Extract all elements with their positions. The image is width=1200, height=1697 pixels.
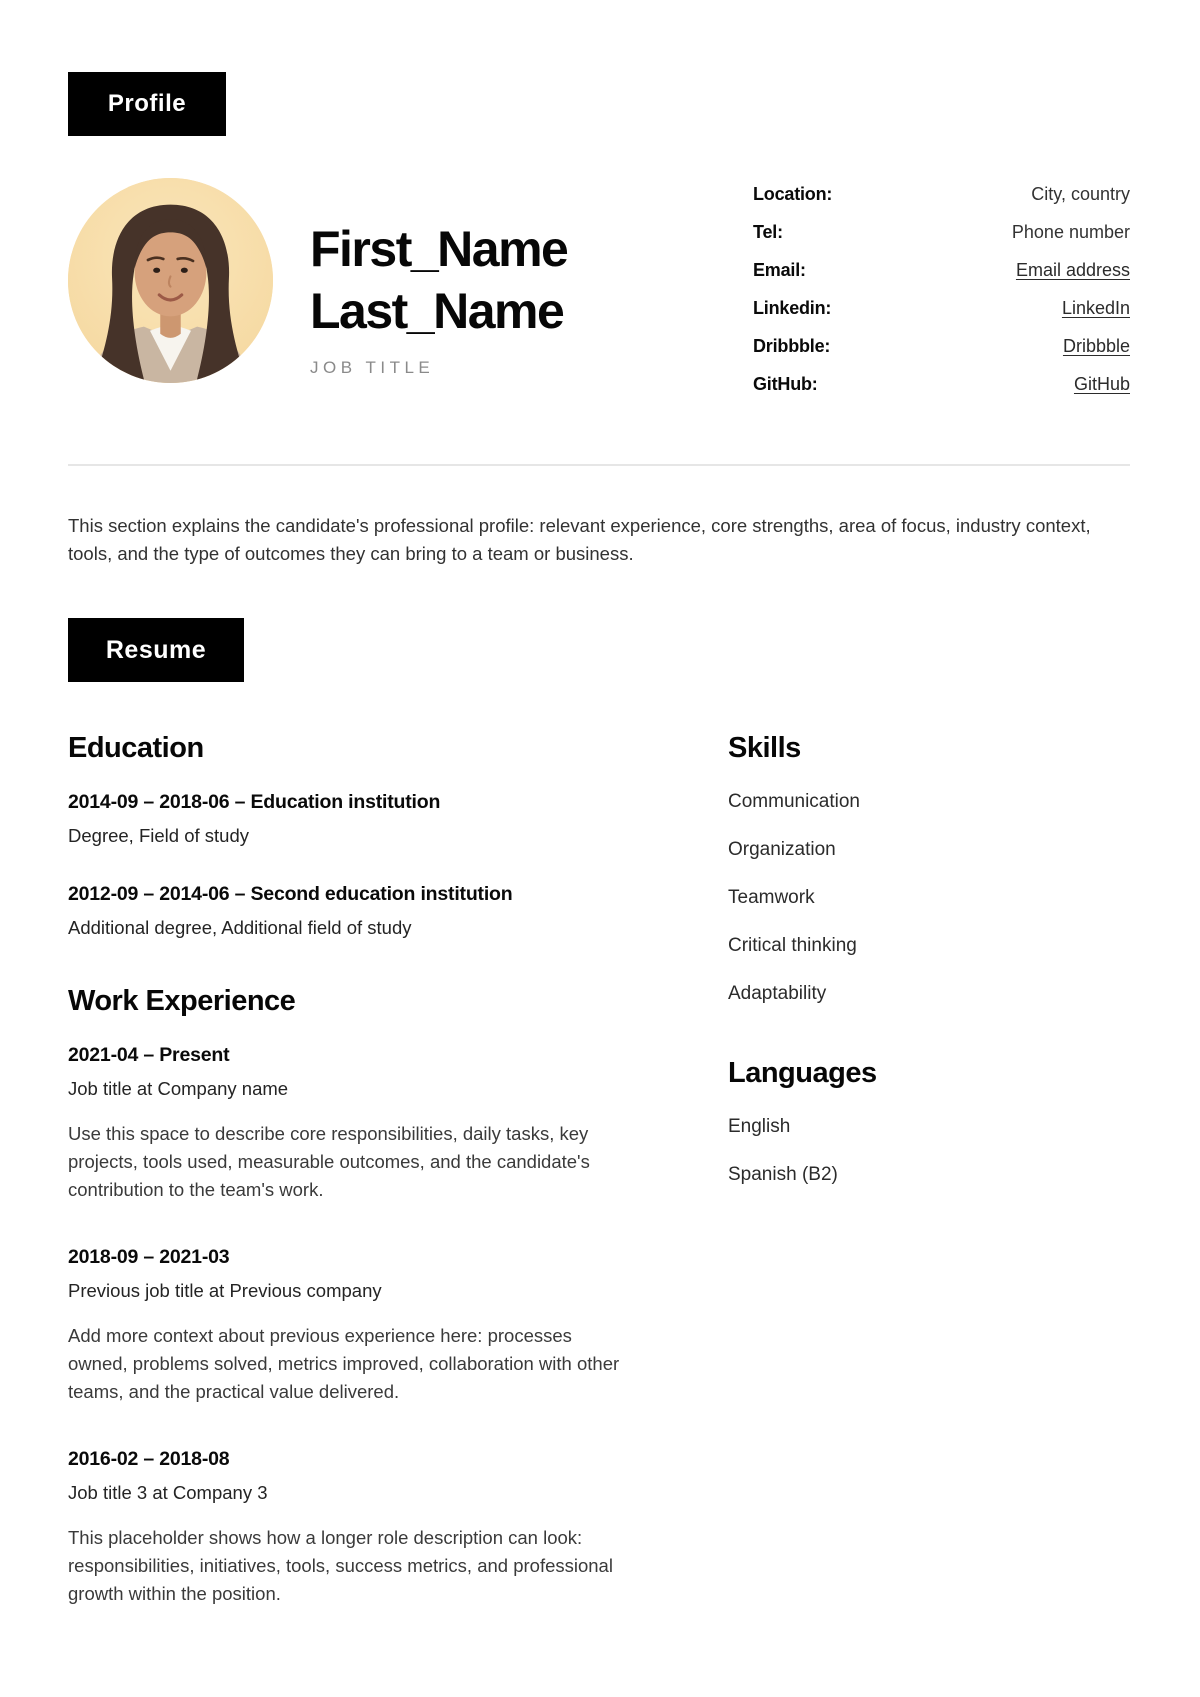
skill-item: Critical thinking [728,935,857,956]
education-entry-subtitle: Degree, Field of study [68,825,249,846]
name-block [310,178,753,412]
contact-row-github [753,374,1130,395]
languages-heading: Languages [728,1057,877,1089]
work-entry [68,1246,658,1406]
contact-label: Location: [753,184,833,204]
contact-row-linkedin [753,298,1130,319]
skill-item: Teamwork [728,887,815,908]
skill-item: Adaptability [728,983,827,1004]
work-experience-heading: Work Experience [68,985,296,1017]
work-entry [68,1448,658,1608]
profile-header [68,178,1130,412]
resume-section-badge [68,618,244,682]
contact-label: Linkedin: [753,298,832,318]
work-entry-description: Use this space to describe core responsibilities, daily tasks, key projects, tools used, measurable outcomes, and the candidate's contribution to the team's work. [68,1123,590,1200]
last-name: Last_Name [310,283,564,339]
skill-item: Communication [728,791,860,812]
education-entry-title: 2014-09 – 2018-06 – Education institution [68,791,441,813]
contact-row-tel [753,222,1130,243]
first-name: First_Name [310,221,568,277]
contact-label: Email: [753,260,806,280]
full-name [310,218,753,342]
work-entry-dates: 2018-09 – 2021-03 [68,1246,230,1268]
profile-section-badge [68,72,226,136]
contact-list [753,178,1130,412]
contact-label: Dribbble: [753,336,831,356]
contact-row-email [753,260,1130,281]
contact-value: Phone number [1011,222,1130,242]
job-title: JOB TITLE [310,358,435,377]
education-heading: Education [68,732,204,764]
education-entry-title: 2012-09 – 2014-06 – Second education institution [68,883,513,905]
work-entry-dates: 2016-02 – 2018-08 [68,1448,230,1470]
work-entry-description: This placeholder shows how a longer role description can look: responsibilities, initiatives, tools, success metrics, and professional growth within the position. [68,1527,613,1604]
contact-value: City, country [1031,184,1130,204]
education-entry [68,791,658,847]
work-entry-role: Job title at Company name [68,1078,289,1099]
left-column [68,732,658,1608]
work-entry-dates: 2021-04 – Present [68,1044,230,1066]
portrait-illustration [68,178,273,383]
linkedin-link[interactable]: LinkedIn [1061,298,1130,318]
contact-label: Tel: [753,222,783,242]
contact-row-dribbble [753,336,1130,357]
work-entry-role: Job title 3 at Company 3 [68,1482,268,1503]
resume-badge-label: Resume [105,635,207,664]
contact-row-location [753,184,1130,205]
education-entry-subtitle: Additional degree, Additional field of study [68,917,412,938]
profile-photo [68,178,273,383]
right-column [728,732,1130,1608]
skill-item: Organization [728,839,836,860]
work-entry-description: Add more context about previous experience here: processes owned, problems solved, metrics improved, collaboration with other teams, and the practical value delivered. [68,1325,620,1402]
section-divider [68,464,1130,466]
education-entry [68,883,658,939]
profile-summary: This section explains the candidate's professional profile: relevant experience, core strengths, area of focus, industry context, tools, and the type of outcomes they can bring to a team or business. [68,515,1091,564]
work-entry [68,1044,658,1204]
skills-heading: Skills [728,732,801,764]
language-item: Spanish (B2) [728,1164,838,1185]
work-entry-role: Previous job title at Previous company [68,1280,382,1301]
language-item: English [728,1116,791,1137]
resume-columns [68,732,1130,1608]
contact-label: GitHub: [753,374,818,394]
profile-badge-label: Profile [107,90,187,117]
dribbble-link[interactable]: Dribbble [1062,336,1130,356]
email-link[interactable]: Email address [1015,260,1130,280]
github-link[interactable]: GitHub [1073,374,1130,394]
